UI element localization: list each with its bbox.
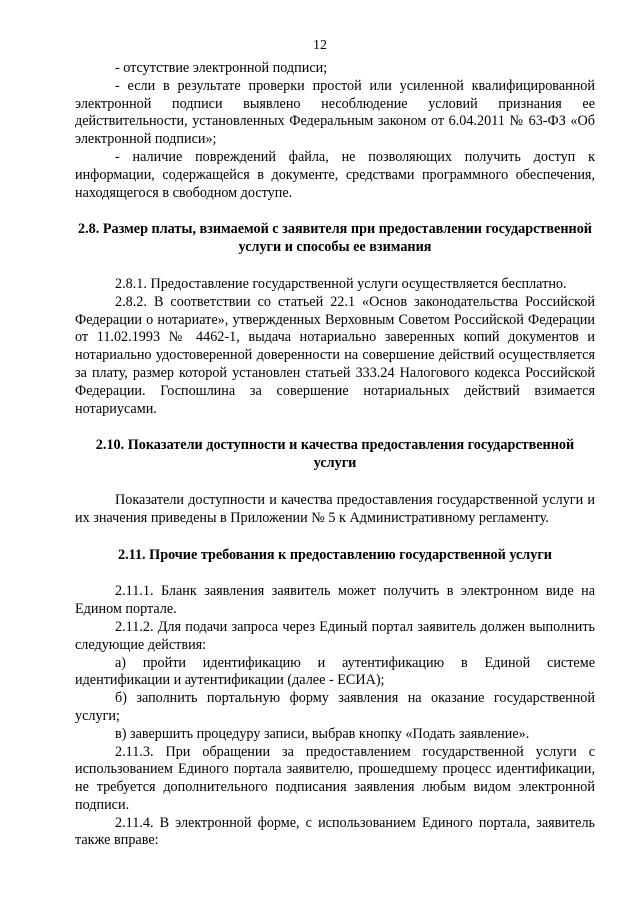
paragraph-2-10: Показатели доступности и качества предоставления государственной услуги и их значения приведены в Приложении № 5 к Административному регламенту. — [75, 491, 595, 526]
paragraph-2-11-4: 2.11.4. В электронной форме, с использованием Единого портала, заявитель также вправе: — [75, 814, 595, 849]
list-item: в) завершить процедуру записи, выбрав кнопку «Подать заявление». — [115, 725, 530, 742]
section-heading-2-8: 2.8. Размер платы, взимаемой с заявителя при предоставлении государственной услуги и способы ее взимания — [78, 221, 592, 256]
list-item: - отсутствие электронной подписи; — [115, 60, 328, 76]
list-item: а) пройти идентификацию и аутентификацию в Единой системе идентификации и аутентификации (далее - ЕСИА); — [75, 654, 595, 689]
paragraph-2-11-3: 2.11.3. При обращении за предоставлением государственной услуги с использованием Единого портала заявителю, прошедшему процесс идентификации, не требуется дополнительного подписания заявления любым видом электронной подписи. — [75, 743, 595, 813]
paragraph-2-11-1: 2.11.1. Бланк заявления заявитель может получить в электронном виде на Едином портале. — [75, 583, 595, 618]
paragraph-2-8-2: 2.8.2. В соответствии со статьей 22.1 «Основ законодательства Российской Федерации о нотариате», утвержденных Верховным Советом Российской Федерации от 11.02.1993 № 4462-1, выдача нотариально заверенных копий документов и нотариально удостоверенной доверенности на совершение действий осуществляется за плату, размер которой установлен статьей 333.24 Налогового кодекса Российской Федерации. Госпошлина за совершение нотариальных действий взимается нотариусами. — [75, 293, 595, 417]
section-heading-2-11: 2.11. Прочие требования к предоставлению государственной услуги — [118, 546, 552, 563]
paragraph-2-8-1: 2.8.1. Предоставление государственной услуги осуществляется бесплатно. — [115, 275, 567, 292]
list-item: б) заполнить портальную форму заявления на оказание государственной услуги; — [75, 690, 595, 724]
list-item: - наличие повреждений файла, не позволяющих получить доступ к информации, содержащейся в документе, средствами программного обеспечения, находящегося в свободном доступе. — [75, 148, 595, 201]
list-item: - если в результате проверки простой или усиленной квалифицированной электронной подписи выявлено несоблюдение условий признания ее действительности, установленных Федеральным законом от 6.04.2011 № 63-ФЗ «Об электронной подписи»; — [75, 77, 595, 148]
document-body — [75, 60, 595, 850]
section-heading-2-10: 2.10. Показатели доступности и качества предоставления государственной услуги — [95, 437, 575, 472]
page-number: 12 — [313, 38, 327, 53]
paragraph-2-11-2: 2.11.2. Для подачи запроса через Единый портал заявитель должен выполнить следующие действия: — [75, 618, 595, 653]
